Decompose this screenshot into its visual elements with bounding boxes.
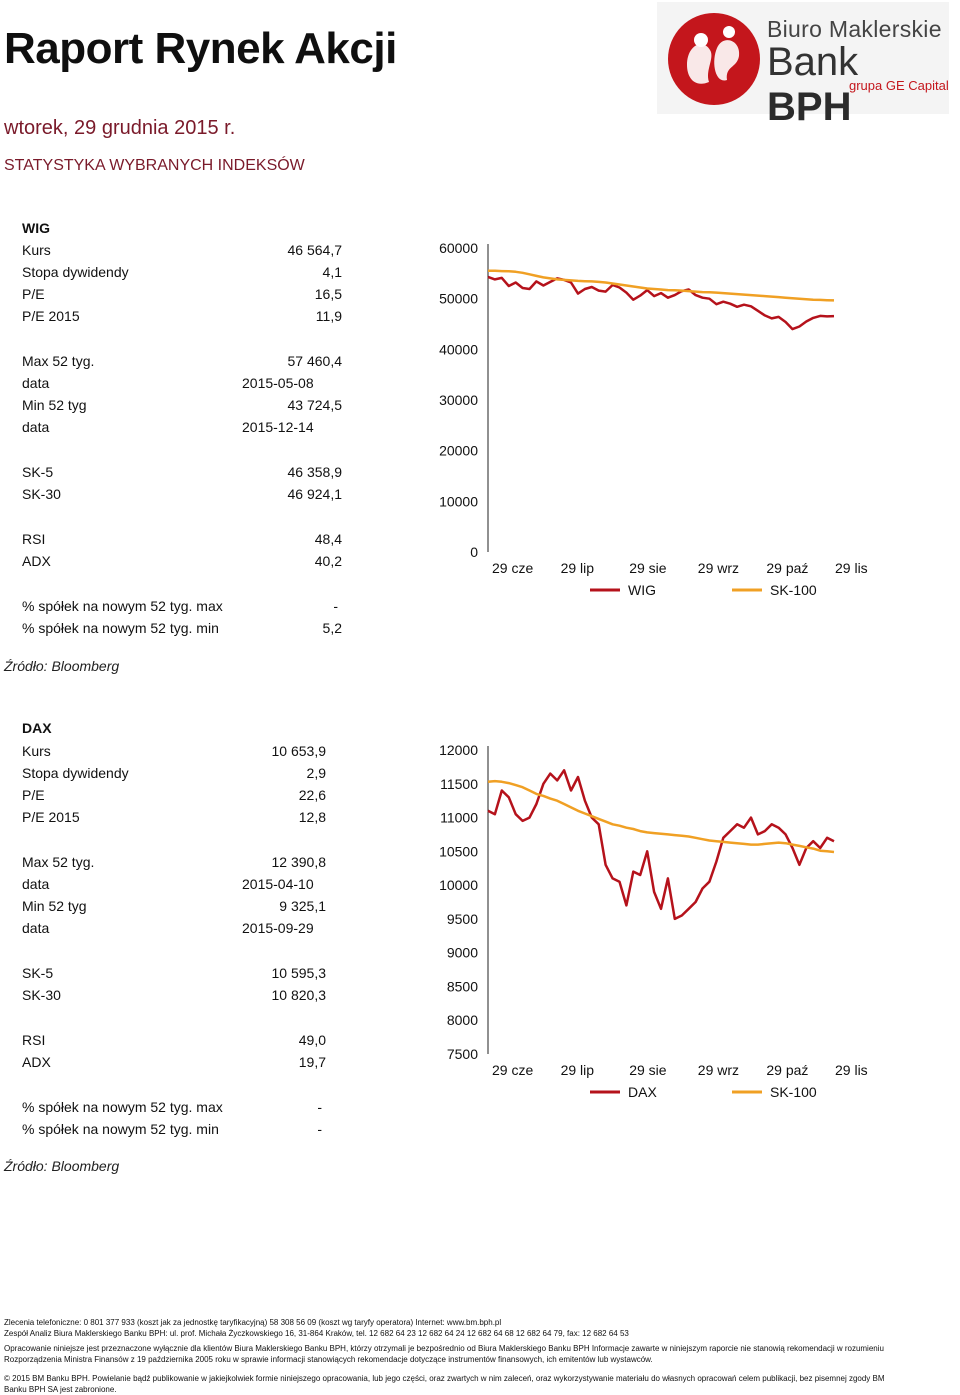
bank-emblem-icon xyxy=(665,10,763,108)
wig-chart-x-tick-label: 29 lip xyxy=(560,560,595,576)
wig-source: Źródło: Bloomberg xyxy=(4,658,120,674)
kurs-label: Kurs xyxy=(22,743,51,759)
max-value: 57 460,4 xyxy=(287,353,342,369)
min-date-label: data xyxy=(22,419,50,435)
min-date-value: 2015-09-29 xyxy=(242,920,314,936)
dax-chart-x-tick-label: 29 sie xyxy=(629,1062,667,1078)
newmin-value: 5,2 xyxy=(322,620,342,636)
footer-address: Zespół Analiz Biura Maklerskiego Banku BPH: ul. prof. Michała Życzkowskiego 16, 31-864 Kraków, tel. 12 682 64 23 12 682 64 24 12 682 64 68 12 682 64 79, fax: 12 682 64 53 xyxy=(4,1329,629,1338)
dax-chart-y-tick-label: 11000 xyxy=(440,809,478,826)
logo-bph-word: BPH xyxy=(767,85,852,129)
wig-chart xyxy=(420,230,868,605)
newmax-value: - xyxy=(333,598,338,614)
kurs-value: 46 564,7 xyxy=(287,242,342,258)
wig-chart-y-tick-label: 0 xyxy=(470,544,478,560)
sk30-value: 46 924,1 xyxy=(287,486,342,502)
pe-label: P/E xyxy=(22,787,45,803)
wig-chart-series-wig-line xyxy=(488,277,834,329)
sk5-value: 10 595,3 xyxy=(271,965,326,981)
sk5-label: SK-5 xyxy=(22,965,54,981)
min-label: Min 52 tyg xyxy=(22,397,87,413)
adx-label: ADX xyxy=(22,553,51,569)
max-label: Max 52 tyg. xyxy=(22,854,95,870)
newmin-label: % spółek na nowym 52 tyg. min xyxy=(22,1121,219,1137)
sk30-label: SK-30 xyxy=(22,486,61,502)
wig-chart-x-tick-label: 29 lis xyxy=(835,560,868,576)
pe-value: 22,6 xyxy=(298,787,326,803)
wig-chart-series-sk-100-line xyxy=(488,271,834,301)
min-date-value: 2015-12-14 xyxy=(242,419,314,435)
section-heading: STATYSTYKA WYBRANYCH INDEKSÓW xyxy=(4,157,305,174)
max-date-value: 2015-05-08 xyxy=(242,375,314,391)
dax-chart-legend-label: SK-100 xyxy=(770,1084,817,1100)
sk30-value: 10 820,3 xyxy=(271,987,326,1003)
max-date-value: 2015-04-10 xyxy=(242,876,314,892)
dax-chart-y-tick-label: 10500 xyxy=(439,843,478,860)
footer-disclaimer-2: Rozporządzenia Ministra Finansów z 19 października 2005 roku w sprawie informacji stanowiących rekomendacje dotyczące instrumentów finansowych, ich emitentów lub wystawców. xyxy=(4,1355,653,1364)
min-value: 43 724,5 xyxy=(287,397,342,413)
rsi-value: 48,4 xyxy=(314,531,342,547)
footer-contact: Zlecenia telefoniczne: 0 801 377 933 (koszt jak za jednostkę taryfikacyjną) 58 308 56 09 (koszt wg taryfy operatora) Internet: www.bm.bph.pl xyxy=(4,1318,502,1327)
pe-value: 16,5 xyxy=(314,286,342,302)
max-label: Max 52 tyg. xyxy=(22,353,95,369)
wig-chart-y-tick-label: 20000 xyxy=(439,442,478,459)
max-date-label: data xyxy=(22,375,50,391)
adx-value: 40,2 xyxy=(314,553,342,569)
wig-chart-x-tick-label: 29 cze xyxy=(492,560,534,576)
wig-chart-y-tick-label: 30000 xyxy=(439,392,478,408)
dax-chart xyxy=(420,732,868,1107)
dax-chart-legend-label: DAX xyxy=(628,1084,657,1100)
wig-index-name: WIG xyxy=(22,220,50,236)
newmin-value: - xyxy=(317,1121,322,1137)
dax-stats xyxy=(22,712,362,1152)
dax-chart-y-tick-label: 8500 xyxy=(446,978,478,995)
pe-label: P/E xyxy=(22,286,45,302)
adx-label: ADX xyxy=(22,1054,51,1070)
newmax-label: % spółek na nowym 52 tyg. max xyxy=(22,1099,223,1115)
pe2015-label: P/E 2015 xyxy=(22,809,80,825)
kurs-label: Kurs xyxy=(22,242,51,258)
min-label: Min 52 tyg xyxy=(22,898,87,914)
report-title: Raport Rynek Akcji xyxy=(4,24,397,73)
dax-index-name: DAX xyxy=(22,720,52,736)
min-value: 9 325,1 xyxy=(279,898,326,914)
sk30-label: SK-30 xyxy=(22,987,61,1003)
dyw-label: Stopa dywidendy xyxy=(22,765,129,781)
bank-logo xyxy=(657,2,949,129)
max-value: 12 390,8 xyxy=(271,854,326,870)
footer-copyright-1: © 2015 BM Banku BPH. Powielanie bądź publikowanie w jakiejkolwiek formie niniejszego opracowania, lub jego części, oraz zwartych w nim zaleceń, oraz wykorzystywanie materiału do własnych opracowań celem publikacji, bez pisemnej zgody BM xyxy=(4,1374,885,1383)
newmax-label: % spółek na nowym 52 tyg. max xyxy=(22,598,223,614)
dax-source: Źródło: Bloomberg xyxy=(4,1158,120,1174)
dax-chart-y-tick-label: 10000 xyxy=(439,877,478,894)
wig-chart-x-tick-label: 29 paź xyxy=(766,560,809,576)
adx-value: 19,7 xyxy=(298,1054,326,1070)
pe2015-label: P/E 2015 xyxy=(22,308,80,324)
pe2015-value: 11,9 xyxy=(315,308,342,324)
dax-chart-y-tick-label: 8000 xyxy=(446,1012,478,1029)
logo-line3: grupa GE Capital xyxy=(849,78,949,93)
min-date-label: data xyxy=(22,920,50,936)
wig-chart-x-tick-label: 29 sie xyxy=(629,560,667,576)
dax-chart-y-tick-label: 12000 xyxy=(439,742,478,758)
rsi-label: RSI xyxy=(22,1032,46,1048)
report-date: wtorek, 29 grudnia 2015 r. xyxy=(4,117,236,139)
rsi-value: 49,0 xyxy=(298,1032,326,1048)
wig-chart-x-tick-label: 29 wrz xyxy=(697,560,740,576)
wig-chart-y-tick-label: 40000 xyxy=(439,341,478,358)
dax-chart-x-tick-label: 29 wrz xyxy=(697,1062,740,1078)
dyw-label: Stopa dywidendy xyxy=(22,264,129,280)
dax-chart-x-tick-label: 29 paź xyxy=(766,1062,809,1078)
dax-chart-y-tick-label: 9500 xyxy=(446,910,478,927)
wig-chart-legend-label: WIG xyxy=(628,582,656,598)
footer-disclaimer-1: Opracowanie niniejsze jest przeznaczone wyłącznie dla klientów Biura Maklerskiego Banku BPH, którzy otrzymali je bezpośrednio od Biura Maklerskiego Banku BPH Informacje zawarte w niniejszym raporcie nie stanowią rekomendacji w rozumieniu xyxy=(4,1344,884,1353)
dax-chart-series-dax-line xyxy=(488,770,834,919)
sk5-value: 46 358,9 xyxy=(287,464,342,480)
dyw-value: 4,1 xyxy=(322,264,342,280)
logo-bank-word: Bank xyxy=(767,40,859,84)
kurs-value: 10 653,9 xyxy=(271,743,326,759)
dax-chart-x-tick-label: 29 cze xyxy=(492,1062,534,1078)
footer-copyright-2: Banku BPH SA jest zabronione. xyxy=(4,1385,117,1394)
dyw-value: 2,9 xyxy=(306,765,326,781)
dax-chart-y-tick-label: 9000 xyxy=(446,944,478,961)
wig-stats xyxy=(22,212,362,652)
dax-chart-y-tick-label: 11500 xyxy=(440,775,478,792)
wig-chart-y-tick-label: 10000 xyxy=(439,493,478,510)
dax-chart-x-tick-label: 29 lis xyxy=(835,1062,868,1078)
pe2015-value: 12,8 xyxy=(298,809,326,825)
dax-chart-x-tick-label: 29 lip xyxy=(560,1062,595,1078)
max-date-label: data xyxy=(22,876,50,892)
dax-chart-y-tick-label: 7500 xyxy=(446,1046,478,1062)
wig-chart-legend-label: SK-100 xyxy=(770,582,817,598)
sk5-label: SK-5 xyxy=(22,464,54,480)
newmax-value: - xyxy=(317,1099,322,1115)
wig-chart-y-tick-label: 60000 xyxy=(439,240,478,256)
rsi-label: RSI xyxy=(22,531,46,547)
wig-chart-y-tick-label: 50000 xyxy=(439,290,478,307)
newmin-label: % spółek na nowym 52 tyg. min xyxy=(22,620,219,636)
logo-line1: Biuro Maklerskie xyxy=(767,16,942,42)
